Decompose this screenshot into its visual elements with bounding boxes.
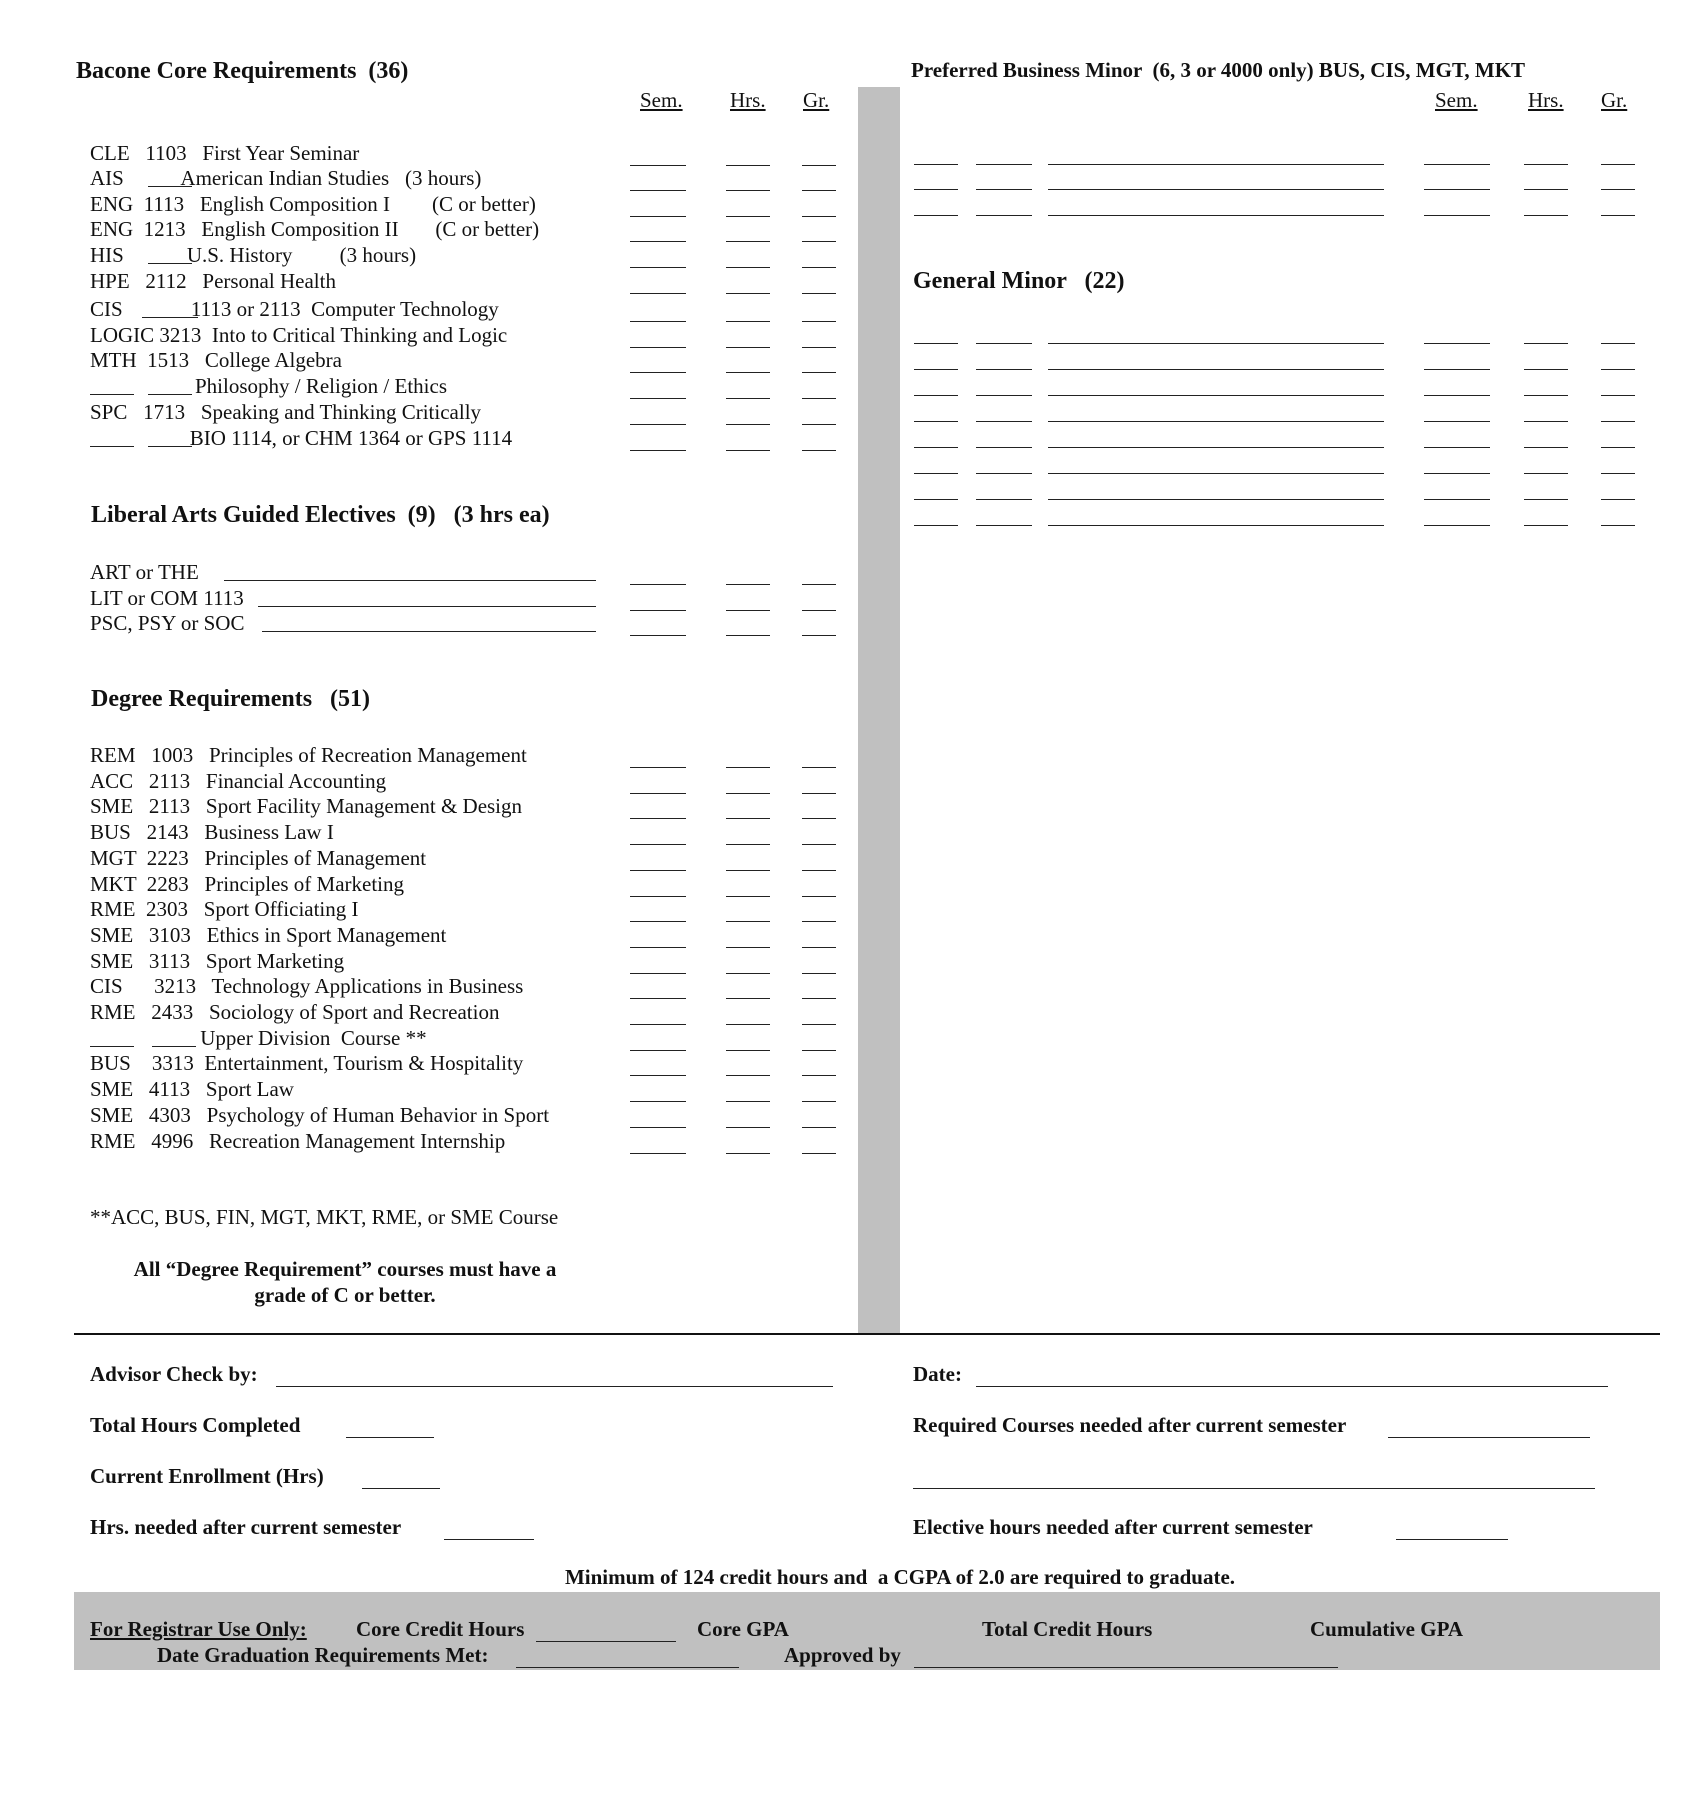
semester-field[interactable]	[630, 793, 686, 794]
hours-field[interactable]	[726, 190, 770, 191]
hours-field[interactable]	[1524, 473, 1568, 474]
semester-field[interactable]	[630, 1075, 686, 1076]
grade-field[interactable]	[1601, 395, 1635, 396]
semester-field[interactable]	[630, 896, 686, 897]
number-blank[interactable]	[976, 395, 1032, 396]
hours-field[interactable]	[726, 947, 770, 948]
current-enrollment-field[interactable]	[362, 1488, 440, 1489]
elective-course-blank[interactable]	[258, 606, 596, 607]
hours-field[interactable]	[726, 635, 770, 636]
elective-course-blank[interactable]	[224, 580, 596, 581]
hours-field[interactable]	[726, 896, 770, 897]
grade-field[interactable]	[802, 896, 836, 897]
required-courses-field-2[interactable]	[913, 1488, 1595, 1489]
semester-field[interactable]	[630, 635, 686, 636]
hours-field[interactable]	[726, 1101, 770, 1102]
grade-field[interactable]	[802, 921, 836, 922]
course-title-blank[interactable]	[1048, 499, 1384, 500]
grade-field[interactable]	[1601, 499, 1635, 500]
business-minor-heading: Preferred Business Minor (6, 3 or 4000 only) BUS, CIS, MGT, MKT	[911, 58, 1526, 82]
semester-field[interactable]	[1424, 395, 1490, 396]
grade-field[interactable]	[1601, 343, 1635, 344]
hours-field[interactable]	[1524, 395, 1568, 396]
semester-field[interactable]	[630, 947, 686, 948]
current-enrollment-label: Current Enrollment (Hrs)	[90, 1464, 324, 1488]
grade-field[interactable]	[802, 844, 836, 845]
number-blank[interactable]	[976, 525, 1032, 526]
core-course-row: LOGIC 3213 Into to Critical Thinking and Logic	[90, 323, 508, 347]
hours-field[interactable]	[1524, 189, 1568, 190]
semester-field[interactable]	[1424, 421, 1490, 422]
dept-blank[interactable]	[914, 369, 958, 370]
hours-field[interactable]	[726, 973, 770, 974]
elective-row: LIT or COM 1113	[90, 586, 244, 610]
grade-field[interactable]	[802, 767, 836, 768]
required-courses-field[interactable]	[1388, 1437, 1590, 1438]
hours-field[interactable]	[1524, 421, 1568, 422]
hours-field[interactable]	[1524, 215, 1568, 216]
total-hours-field[interactable]	[346, 1437, 434, 1438]
course-number-blank[interactable]	[90, 446, 134, 447]
hours-field[interactable]	[726, 1075, 770, 1076]
grade-field[interactable]	[802, 793, 836, 794]
semester-field[interactable]	[630, 998, 686, 999]
dept-blank[interactable]	[914, 395, 958, 396]
course-title-blank[interactable]	[1048, 395, 1384, 396]
grade-field[interactable]	[802, 165, 836, 166]
grade-field[interactable]	[802, 347, 836, 348]
graduation-minimum-note: Minimum of 124 credit hours and a CGPA of 2.0 are required to graduate.	[564, 1565, 1236, 1589]
semester-field[interactable]	[630, 1024, 686, 1025]
grade-field[interactable]	[1601, 447, 1635, 448]
advisor-check-label: Advisor Check by:	[90, 1362, 258, 1386]
semester-field[interactable]	[630, 267, 686, 268]
number-blank[interactable]	[976, 369, 1032, 370]
grade-field[interactable]	[802, 1153, 836, 1154]
grade-field[interactable]	[802, 635, 836, 636]
number-blank[interactable]	[976, 343, 1032, 344]
total-hours-label: Total Hours Completed	[90, 1413, 301, 1437]
semester-field[interactable]	[630, 1127, 686, 1128]
grade-field[interactable]	[1601, 164, 1635, 165]
hours-field[interactable]	[726, 921, 770, 922]
semester-field[interactable]	[1424, 473, 1490, 474]
grade-field[interactable]	[802, 293, 836, 294]
date-requirements-met-label: Date Graduation Requirements Met:	[157, 1643, 489, 1667]
core-course-row: HIS U.S. History (3 hours)	[90, 243, 417, 267]
core-course-row: HPE 2112 Personal Health	[90, 269, 336, 293]
grade-field[interactable]	[802, 1050, 836, 1051]
semester-field[interactable]	[630, 870, 686, 871]
semester-field[interactable]	[630, 450, 686, 451]
semester-field[interactable]	[1424, 215, 1490, 216]
semester-field[interactable]	[630, 216, 686, 217]
hours-field[interactable]	[1524, 164, 1568, 165]
hours-field[interactable]	[726, 870, 770, 871]
hours-field[interactable]	[726, 216, 770, 217]
grade-field[interactable]	[802, 1101, 836, 1102]
hours-field[interactable]	[726, 1153, 770, 1154]
hours-field[interactable]	[1524, 525, 1568, 526]
general-minor-heading: General Minor (22)	[913, 268, 1125, 294]
grade-field[interactable]	[802, 1127, 836, 1128]
degree-course-row: SME 3103 Ethics in Sport Management	[90, 922, 447, 947]
hrs-needed-label: Hrs. needed after current semester	[90, 1515, 402, 1539]
degree-course-row: SME 4303 Psychology of Human Behavior in Sport	[90, 1102, 550, 1127]
course-number-blank[interactable]	[148, 186, 192, 187]
course-number-blank[interactable]	[90, 394, 134, 395]
date-requirements-met-field[interactable]	[516, 1667, 739, 1668]
degree-note-line-1: All “Degree Requirement” courses must have a	[133, 1257, 557, 1281]
semester-field[interactable]	[630, 818, 686, 819]
semester-field[interactable]	[630, 424, 686, 425]
elective-row: ART or THE	[90, 560, 199, 584]
semester-field[interactable]	[630, 165, 686, 166]
grade-field[interactable]	[1601, 189, 1635, 190]
course-title-blank[interactable]	[1048, 525, 1384, 526]
semester-field[interactable]	[630, 293, 686, 294]
semester-field[interactable]	[630, 844, 686, 845]
semester-field[interactable]	[1424, 525, 1490, 526]
grade-field[interactable]	[802, 947, 836, 948]
left-sem-header: Sem.	[640, 88, 683, 112]
number-blank[interactable]	[976, 189, 1032, 190]
grade-field[interactable]	[802, 610, 836, 611]
number-blank[interactable]	[976, 164, 1032, 165]
grade-field[interactable]	[802, 973, 836, 974]
semester-field[interactable]	[1424, 447, 1490, 448]
course-title-blank[interactable]	[1048, 473, 1384, 474]
degree-course-row: RME 2303 Sport Officiating I	[90, 897, 359, 922]
date-label: Date:	[913, 1362, 962, 1386]
core-course-row: AIS American Indian Studies (3 hours)	[90, 166, 482, 190]
hours-field[interactable]	[726, 450, 770, 451]
dept-blank[interactable]	[914, 525, 958, 526]
hours-field[interactable]	[726, 793, 770, 794]
registrar-label: For Registrar Use Only:	[90, 1617, 307, 1641]
semester-field[interactable]	[630, 241, 686, 242]
dept-blank[interactable]	[914, 473, 958, 474]
hours-field[interactable]	[726, 267, 770, 268]
date-field[interactable]	[976, 1386, 1608, 1387]
grade-field[interactable]	[802, 398, 836, 399]
core-course-row: ENG 1113 English Composition I (C or better)	[90, 192, 536, 216]
section-divider-line	[74, 1333, 1660, 1335]
dept-blank[interactable]	[914, 343, 958, 344]
number-blank[interactable]	[976, 447, 1032, 448]
semester-field[interactable]	[630, 1050, 686, 1051]
core-course-row: MTH 1513 College Algebra	[90, 348, 342, 372]
dept-blank[interactable]	[914, 189, 958, 190]
degree-course-row: ACC 2113 Financial Accounting	[90, 768, 387, 793]
hours-field[interactable]	[726, 372, 770, 373]
grade-field[interactable]	[802, 216, 836, 217]
hours-field[interactable]	[726, 584, 770, 585]
hours-field[interactable]	[726, 844, 770, 845]
grade-field[interactable]	[802, 372, 836, 373]
course-title-blank[interactable]	[1048, 189, 1384, 190]
dept-blank[interactable]	[914, 447, 958, 448]
cumulative-gpa-label: Cumulative GPA	[1310, 1617, 1464, 1641]
dept-blank[interactable]	[914, 164, 958, 165]
grade-field[interactable]	[802, 870, 836, 871]
semester-field[interactable]	[1424, 164, 1490, 165]
degree-course-row: CIS 3213 Technology Applications in Business	[90, 974, 524, 999]
hours-field[interactable]	[726, 347, 770, 348]
hours-field[interactable]	[726, 1024, 770, 1025]
semester-field[interactable]	[1424, 369, 1490, 370]
hours-field[interactable]	[726, 1127, 770, 1128]
grade-field[interactable]	[802, 450, 836, 451]
hours-field[interactable]	[726, 818, 770, 819]
course-number-blank[interactable]	[148, 263, 192, 264]
hours-field[interactable]	[726, 165, 770, 166]
core-course-row: Philosophy / Religion / Ethics	[90, 374, 448, 398]
core-gpa-label: Core GPA	[697, 1617, 789, 1641]
right-gr-header: Gr.	[1601, 88, 1628, 112]
number-blank[interactable]	[976, 421, 1032, 422]
grade-field[interactable]	[802, 1024, 836, 1025]
hours-field[interactable]	[726, 1050, 770, 1051]
grade-field[interactable]	[1601, 369, 1635, 370]
grade-field[interactable]	[802, 424, 836, 425]
hours-field[interactable]	[726, 321, 770, 322]
semester-field[interactable]	[630, 584, 686, 585]
hours-field[interactable]	[1524, 369, 1568, 370]
course-title-blank[interactable]	[1048, 164, 1384, 165]
grade-field[interactable]	[802, 584, 836, 585]
advisor-check-field[interactable]	[276, 1386, 833, 1387]
degree-course-row: RME 2433 Sociology of Sport and Recreation	[90, 1000, 500, 1024]
grade-field[interactable]	[802, 1075, 836, 1076]
course-title-blank[interactable]	[1048, 369, 1384, 370]
approved-by-field[interactable]	[914, 1667, 1338, 1668]
course-title-blank[interactable]	[1048, 421, 1384, 422]
course-title-blank[interactable]	[1048, 215, 1384, 216]
degree-course-row: MGT 2223 Principles of Management	[90, 845, 427, 870]
core-course-row: BIO 1114, or CHM 1364 or GPS 1114	[90, 426, 513, 450]
hours-field[interactable]	[726, 424, 770, 425]
semester-field[interactable]	[630, 372, 686, 373]
degree-course-row: Upper Division Course **	[90, 1025, 427, 1050]
hours-field[interactable]	[726, 610, 770, 611]
degree-course-row: BUS 2143 Business Law I	[90, 820, 334, 845]
grade-field[interactable]	[1601, 421, 1635, 422]
grade-field[interactable]	[802, 190, 836, 191]
course-title-blank[interactable]	[1048, 343, 1384, 344]
hours-field[interactable]	[1524, 499, 1568, 500]
semester-field[interactable]	[630, 398, 686, 399]
hours-field[interactable]	[1524, 447, 1568, 448]
degree-course-row: RME 4996 Recreation Management Internship	[90, 1128, 506, 1153]
left-hrs-header: Hrs.	[730, 88, 766, 112]
hours-field[interactable]	[1524, 343, 1568, 344]
semester-field[interactable]	[630, 767, 686, 768]
semester-field[interactable]	[630, 1153, 686, 1154]
number-blank[interactable]	[976, 499, 1032, 500]
course-number-blank[interactable]	[148, 394, 192, 395]
core-course-row: CIS 1113 or 2113 Computer Technology	[90, 297, 499, 321]
hours-field[interactable]	[726, 241, 770, 242]
degree-footnote: **ACC, BUS, FIN, MGT, MKT, RME, or SME Course	[90, 1205, 559, 1229]
semester-field[interactable]	[630, 610, 686, 611]
elective-hours-label: Elective hours needed after current semester	[913, 1515, 1313, 1539]
course-number-blank[interactable]	[152, 1046, 196, 1047]
core-course-row: ENG 1213 English Composition II (C or better)	[90, 217, 540, 241]
grade-field[interactable]	[802, 321, 836, 322]
degree-course-row: SME 2113 Sport Facility Management & Design	[90, 794, 523, 819]
semester-field[interactable]	[630, 921, 686, 922]
degree-course-row: REM 1003 Principles of Recreation Management	[90, 743, 527, 767]
degree-course-row: BUS 3313 Entertainment, Tourism & Hospitality	[90, 1051, 524, 1076]
semester-field[interactable]	[630, 190, 686, 191]
approved-by-label: Approved by	[784, 1643, 901, 1667]
course-title-blank[interactable]	[1048, 447, 1384, 448]
dept-blank[interactable]	[914, 499, 958, 500]
elective-course-blank[interactable]	[262, 631, 596, 632]
course-number-blank[interactable]	[148, 446, 192, 447]
dept-blank[interactable]	[914, 215, 958, 216]
degree-note-line-2: grade of C or better.	[254, 1283, 436, 1307]
hours-field[interactable]	[726, 293, 770, 294]
center-divider-bar	[858, 87, 900, 1333]
right-hrs-header: Hrs.	[1528, 88, 1564, 112]
liberal-arts-heading: Liberal Arts Guided Electives (9) (3 hrs ea)	[91, 502, 550, 528]
core-credit-hours-field[interactable]	[536, 1641, 676, 1642]
elective-row: PSC, PSY or SOC	[90, 611, 245, 635]
grade-field[interactable]	[802, 818, 836, 819]
left-gr-header: Gr.	[803, 88, 830, 112]
semester-field[interactable]	[630, 347, 686, 348]
semester-field[interactable]	[1424, 343, 1490, 344]
core-credit-hours-label: Core Credit Hours	[356, 1617, 525, 1641]
hours-field[interactable]	[726, 998, 770, 999]
semester-field[interactable]	[1424, 499, 1490, 500]
right-sem-header: Sem.	[1435, 88, 1478, 112]
semester-field[interactable]	[630, 1101, 686, 1102]
grade-field[interactable]	[1601, 215, 1635, 216]
hrs-needed-field[interactable]	[444, 1539, 534, 1540]
course-number-blank[interactable]	[90, 1046, 134, 1047]
core-course-row: CLE 1103 First Year Seminar	[90, 141, 360, 165]
elective-hours-field[interactable]	[1396, 1539, 1508, 1540]
hours-field[interactable]	[726, 398, 770, 399]
degree-requirements-heading: Degree Requirements (51)	[91, 686, 371, 712]
hours-field[interactable]	[726, 767, 770, 768]
number-blank[interactable]	[976, 473, 1032, 474]
degree-course-row: MKT 2283 Principles of Marketing	[90, 871, 404, 896]
course-number-blank[interactable]	[142, 317, 198, 318]
core-course-row: SPC 1713 Speaking and Thinking Critically	[90, 400, 482, 424]
semester-field[interactable]	[1424, 189, 1490, 190]
core-requirements-heading: Bacone Core Requirements (36)	[76, 58, 409, 84]
semester-field[interactable]	[630, 973, 686, 974]
degree-course-row: SME 3113 Sport Marketing	[90, 948, 345, 973]
grade-field[interactable]	[1601, 525, 1635, 526]
required-courses-label: Required Courses needed after current semester	[913, 1413, 1347, 1437]
grade-field[interactable]	[802, 241, 836, 242]
semester-field[interactable]	[630, 321, 686, 322]
degree-course-row: SME 4113 Sport Law	[90, 1077, 294, 1102]
grade-field[interactable]	[802, 998, 836, 999]
total-credit-hours-label: Total Credit Hours	[982, 1617, 1153, 1641]
dept-blank[interactable]	[914, 421, 958, 422]
grade-field[interactable]	[1601, 473, 1635, 474]
number-blank[interactable]	[976, 215, 1032, 216]
grade-field[interactable]	[802, 267, 836, 268]
